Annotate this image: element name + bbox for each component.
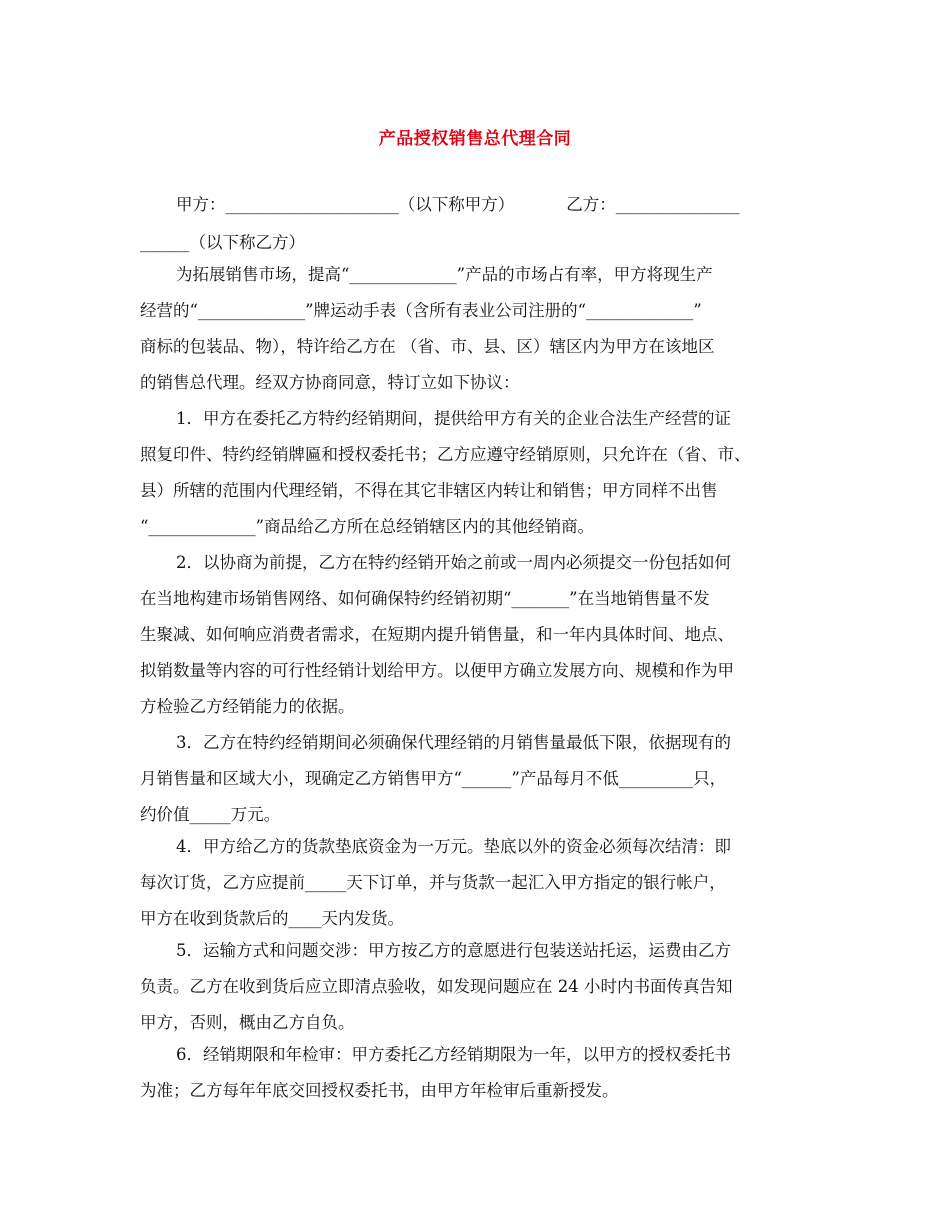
paragraph-line: 1．甲方在委托乙方特约经销期间，提供给甲方有关的企业合法生产经营的证 bbox=[176, 409, 731, 428]
paragraph-line: 月销售量和区域大小，现确定乙方销售甲方“______”产品每月不低_________只， bbox=[140, 769, 727, 788]
party-b-continuation: ______（以下称乙方） bbox=[140, 233, 305, 252]
party-b-text: 乙方：_______________ bbox=[566, 195, 740, 214]
paragraph-line: 的销售总代理。经双方协商同意，特订立如下协议： bbox=[140, 373, 520, 392]
paragraph-line: 县）所辖的范围内代理经销，不得在其它非辖区内转让和销售；甲方同样不出售 bbox=[140, 481, 718, 500]
paragraph-line: 每次订货，乙方应提前_____天下订单，并与货款一起汇入甲方指定的银行帐户， bbox=[140, 873, 726, 892]
paragraph-line: 照复印件、特约经销牌匾和授权委托书；乙方应遵守经销原则，只允许在（省、市、 bbox=[140, 445, 751, 464]
paragraph-line: 甲方在收到货款后的____天内发货。 bbox=[140, 909, 404, 928]
clause-2 bbox=[140, 553, 820, 733]
party-a-text: 甲方：_____________________（以下称甲方） bbox=[176, 195, 515, 214]
paragraph-line: 生聚减、如何响应消费者需求，在短期内提升销售量，和一年内具体时间、地点、 bbox=[140, 625, 734, 644]
paragraph-line: 方检验乙方经销能力的依据。 bbox=[140, 697, 355, 716]
paragraph-line: 约价值_____万元。 bbox=[140, 805, 281, 824]
paragraph-line: 5．运输方式和问题交涉：甲方按乙方的意愿进行包装送站托运，运费由乙方 bbox=[176, 941, 731, 960]
clause-1 bbox=[140, 409, 820, 553]
paragraph-line: 在当地构建市场销售网络、如何确保特约经销初期“_______”在当地销售量不发 bbox=[140, 589, 710, 608]
clause-3 bbox=[140, 733, 820, 841]
clause-4 bbox=[140, 837, 820, 945]
paragraph-line: 负责。乙方在收到货后应立即清点验收，如发现问题应在 24 小时内书面传真告知 bbox=[140, 977, 733, 996]
paragraph-line: “_____________”商品给乙方所在总经销辖区内的其他经销商。 bbox=[140, 517, 595, 536]
paragraph-intro bbox=[140, 265, 820, 409]
paragraph-line: 4．甲方给乙方的货款垫底资金为一万元。垫底以外的资金必须每次结清：即 bbox=[176, 837, 731, 856]
paragraph-line: 为拓展销售市场，提高“_____________”产品的市场占有率，甲方将现生产 bbox=[176, 265, 713, 284]
clause-5 bbox=[140, 941, 820, 1049]
paragraph-line: 2．以协商为前提，乙方在特约经销开始之前或一周内必须提交一份包括如何 bbox=[176, 553, 731, 572]
paragraph-line: 商标的包装品、物），特许给乙方在 （省、市、县、区）辖区内为甲方在该地区 bbox=[140, 337, 715, 356]
paragraph-line: 经营的“_____________”牌运动手表（含所有表业公司注册的“_____________” bbox=[140, 301, 702, 320]
parties-line bbox=[176, 195, 740, 215]
paragraph-line: 6．经销期限和年检审：甲方委托乙方经销期限为一年，以甲方的授权委托书 bbox=[176, 1045, 731, 1064]
paragraph-line: 甲方，否则，概由乙方自负。 bbox=[140, 1013, 355, 1032]
paragraph-line: 3．乙方在特约经销期间必须确保代理经销的月销售量最低下限，依据现有的 bbox=[176, 733, 731, 752]
paragraph-line: 拟销数量等内容的可行性经销计划给甲方。以便甲方确立发展方向、规模和作为甲 bbox=[140, 661, 734, 680]
clause-6 bbox=[140, 1045, 820, 1117]
document-title: 产品授权销售总代理合同 bbox=[378, 129, 572, 149]
paragraph-line: 为准；乙方每年年底交回授权委托书，由甲方年检审后重新授发。 bbox=[140, 1081, 619, 1100]
